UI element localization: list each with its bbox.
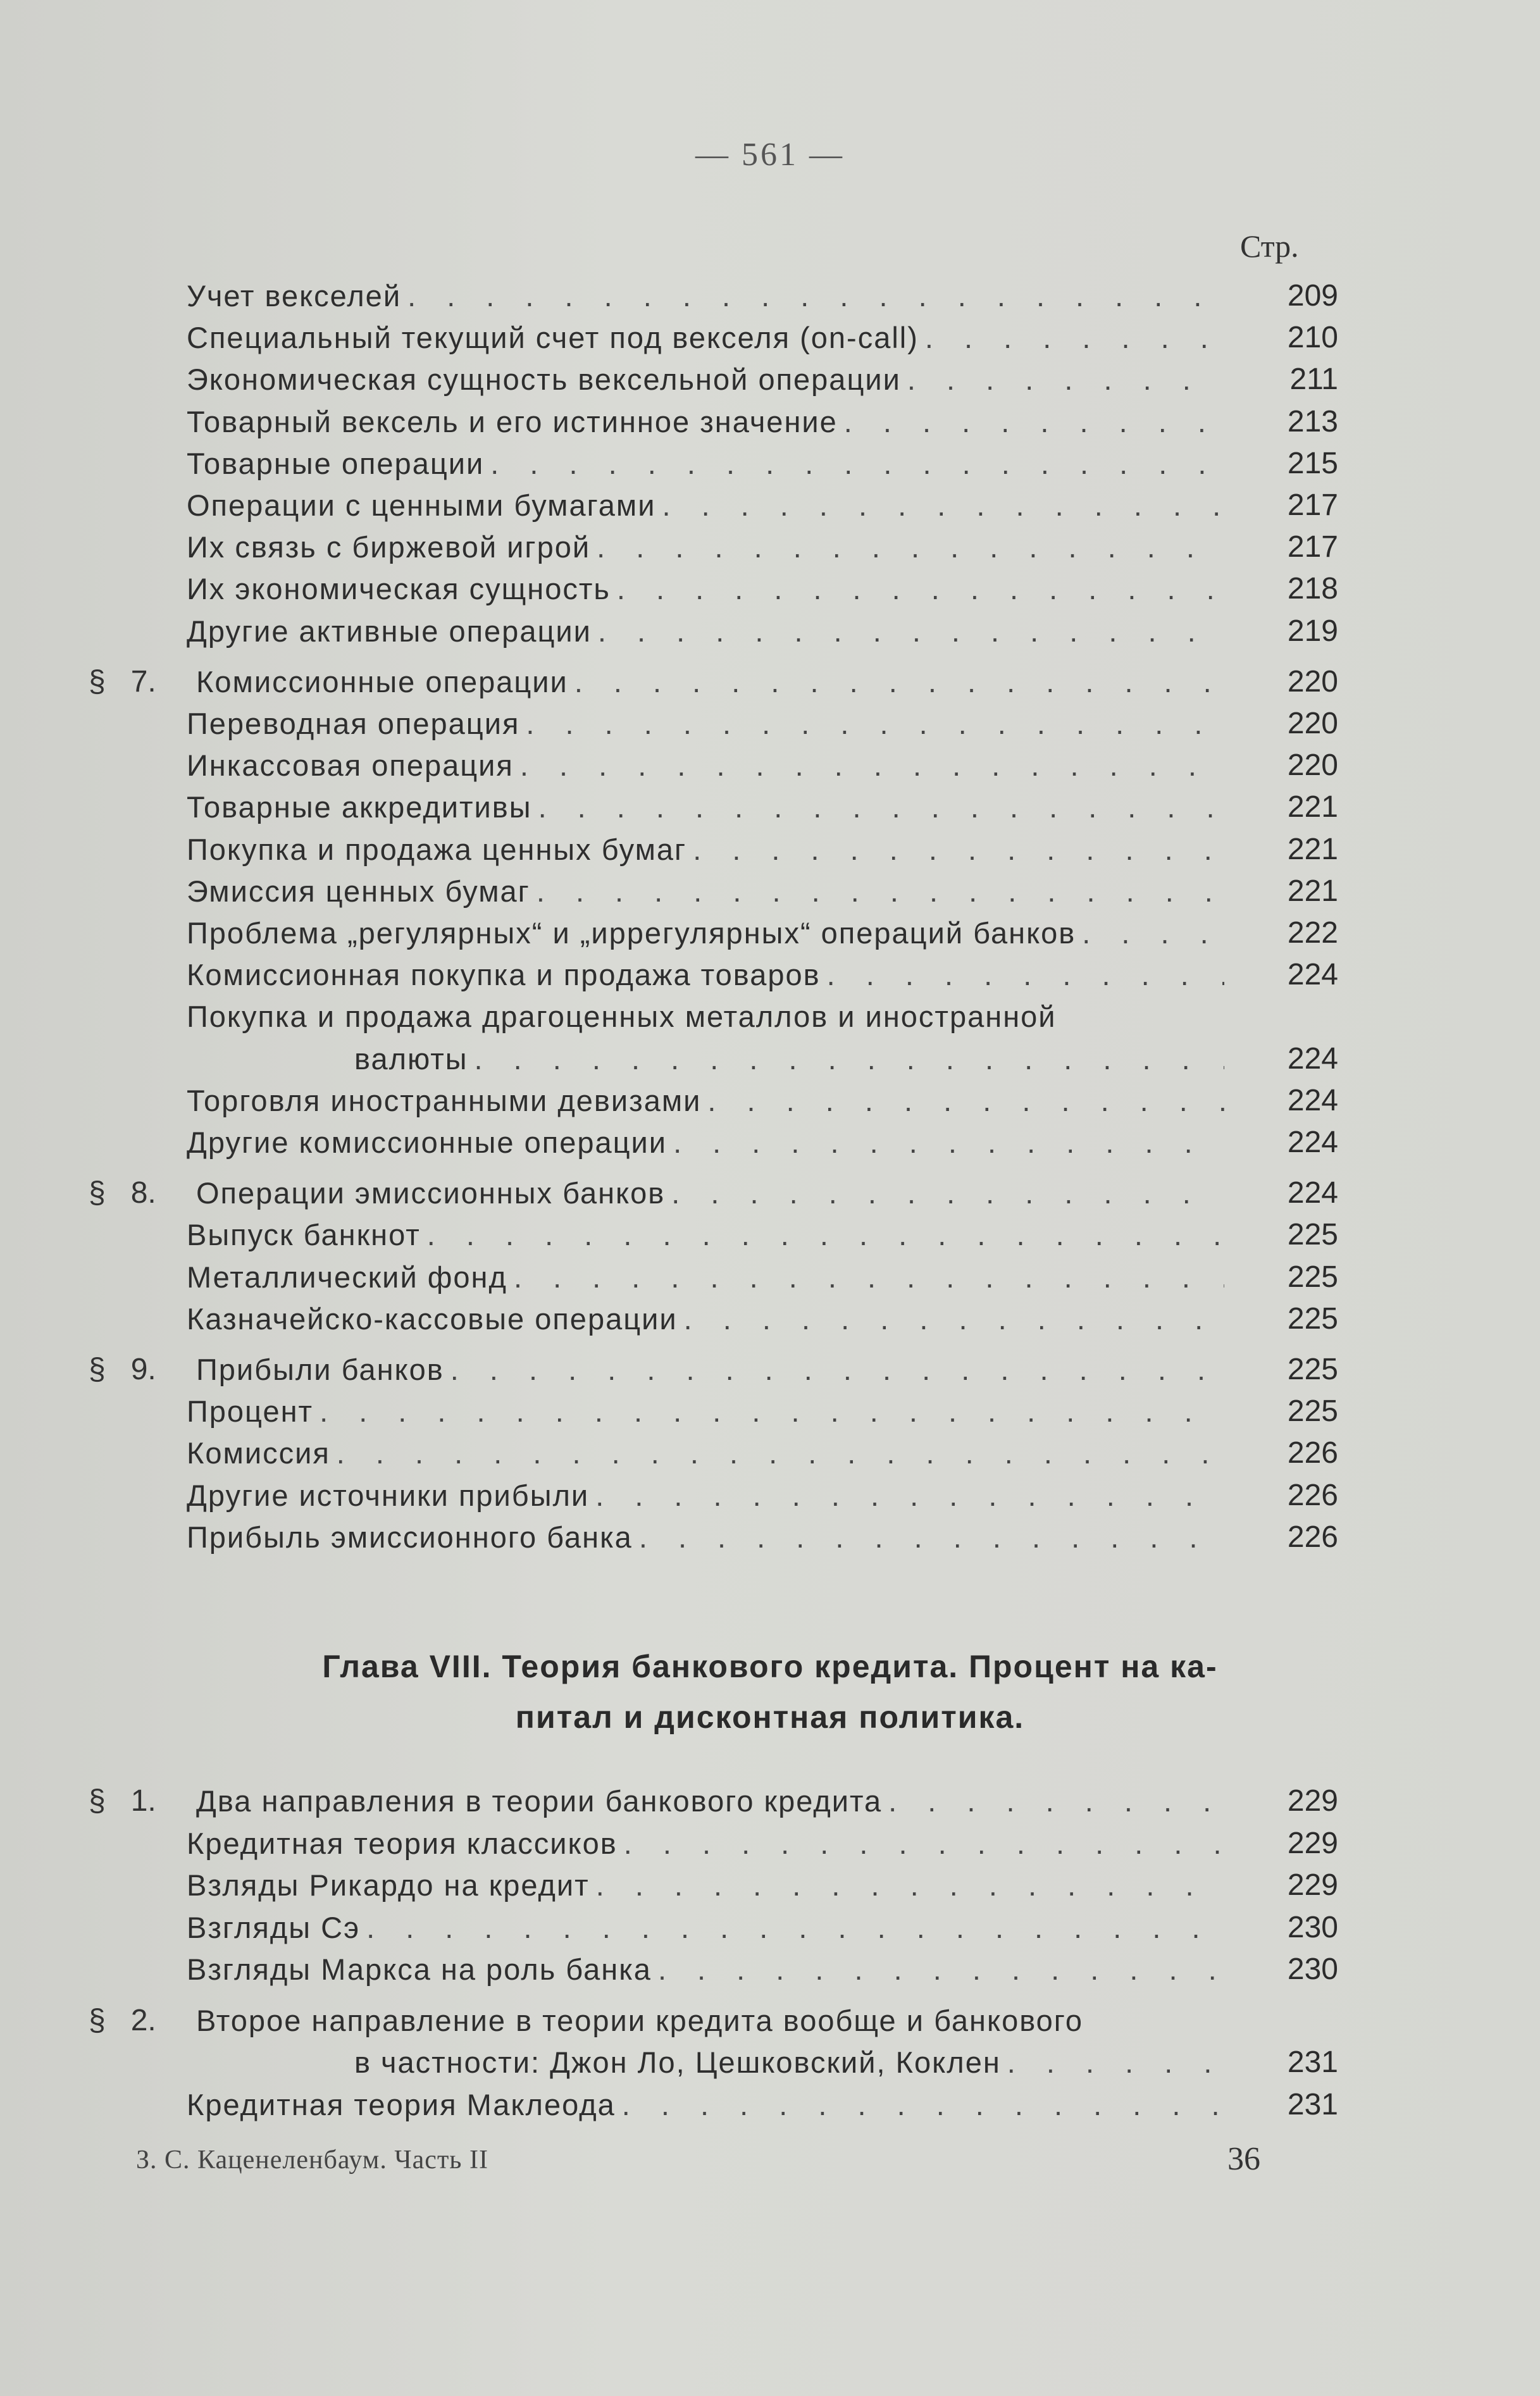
toc-page-number: 209 bbox=[1287, 279, 1338, 313]
toc-page-number: 222 bbox=[1287, 916, 1338, 950]
toc-page-number: 218 bbox=[1287, 572, 1338, 606]
leader-dots bbox=[844, 402, 1224, 442]
section-marker bbox=[89, 662, 177, 702]
toc-entry-title: Выпуск банкнот bbox=[187, 1218, 421, 1252]
toc-page-number: 225 bbox=[1287, 1260, 1338, 1294]
leader-dots bbox=[925, 318, 1224, 358]
leader-dots bbox=[673, 1122, 1224, 1163]
toc-page-number: 221 bbox=[1287, 832, 1338, 866]
toc-row bbox=[187, 1433, 1224, 1474]
leader-dots bbox=[1082, 913, 1224, 953]
toc-page-number: 217 bbox=[1287, 488, 1338, 522]
toc-page-number: 210 bbox=[1287, 321, 1338, 355]
toc-entry-title: Торговля иностранными девизами bbox=[187, 1083, 702, 1117]
toc-row bbox=[187, 787, 1224, 828]
toc-entry-title: Другие источники прибыли bbox=[187, 1478, 590, 1512]
toc-entry-title: Инкассовая операция bbox=[187, 748, 514, 783]
toc-page-number: 221 bbox=[1287, 790, 1338, 824]
toc-entry-title: Взгляды Сэ bbox=[187, 1910, 361, 1944]
toc-entry-title: Товарные операции bbox=[187, 446, 485, 480]
toc-entry-title: Комиссионные операции bbox=[196, 664, 568, 698]
leader-dots bbox=[407, 276, 1224, 316]
toc-row bbox=[187, 704, 1224, 744]
toc-page-number: 229 bbox=[1287, 1868, 1338, 1902]
toc-entry-title: Металлический фонд bbox=[187, 1260, 507, 1294]
leader-dots bbox=[622, 2085, 1224, 2125]
leader-dots bbox=[597, 527, 1224, 568]
toc-entry-title: Эмиссия ценных бумаг bbox=[187, 874, 530, 908]
toc-page-number: 226 bbox=[1287, 1478, 1338, 1512]
footer-author: З. С. Каценеленбаум. Часть II bbox=[136, 2145, 488, 2175]
toc-entry-title: Взляды Рикардо на кредит bbox=[187, 1868, 590, 1902]
toc-row bbox=[187, 2085, 1224, 2125]
leader-dots bbox=[693, 829, 1224, 870]
toc-row-continuation bbox=[354, 1039, 1224, 1079]
toc-page-number: 224 bbox=[1287, 958, 1338, 992]
toc-entry-title: Другие активные операции bbox=[187, 614, 592, 648]
toc-entry-title: Комиссионная покупка и продажа товаров bbox=[187, 958, 821, 992]
toc-row bbox=[187, 527, 1224, 568]
toc-entry-title: Переводная операция bbox=[187, 707, 520, 740]
toc-page-number: 224 bbox=[1287, 1176, 1338, 1210]
leader-dots bbox=[658, 1949, 1224, 1990]
toc-entry-title: Учет векселей bbox=[187, 279, 402, 313]
toc-page-number: 225 bbox=[1287, 1394, 1338, 1429]
section-number: 1. bbox=[130, 1784, 156, 1818]
leader-dots bbox=[596, 1865, 1224, 1906]
section-symbol: § bbox=[89, 664, 106, 698]
leader-dots bbox=[366, 1908, 1224, 1948]
toc-entry-title: Второе направление в теории кредита вообще и банкового bbox=[196, 2003, 1084, 2037]
toc-row bbox=[187, 829, 1224, 870]
toc-entry-title: Операции с ценными бумагами bbox=[187, 488, 656, 522]
leader-dots bbox=[574, 662, 1224, 702]
toc-page-number: 213 bbox=[1287, 404, 1338, 438]
toc-page-number: 225 bbox=[1287, 1218, 1338, 1252]
section-marker bbox=[89, 1781, 177, 1822]
toc-page-number: 226 bbox=[1287, 1520, 1338, 1554]
toc-row bbox=[187, 871, 1224, 912]
toc-page-number: 221 bbox=[1287, 874, 1338, 908]
toc-entry-title: Казначейско-кассовые операции bbox=[187, 1301, 678, 1336]
section-symbol: § bbox=[89, 1176, 106, 1210]
leader-dots bbox=[490, 444, 1224, 484]
toc-page-number: 230 bbox=[1287, 1910, 1338, 1944]
toc-row bbox=[187, 1823, 1224, 1864]
toc-entry-title: Другие комиссионные операции bbox=[187, 1126, 668, 1159]
toc-row bbox=[187, 913, 1224, 953]
leader-dots bbox=[1007, 2042, 1224, 2083]
toc-page-number: 231 bbox=[1287, 2045, 1338, 2079]
toc-entry-title: Прибыль эмиссионного банка bbox=[187, 1520, 633, 1554]
toc-entry-title: Операции эмиссионных банков bbox=[196, 1176, 666, 1210]
section-symbol: § bbox=[89, 1353, 106, 1386]
toc-row bbox=[187, 402, 1224, 442]
leader-dots bbox=[337, 1433, 1224, 1474]
toc-row bbox=[187, 1517, 1224, 1558]
leader-dots bbox=[888, 1781, 1224, 1822]
section-marker bbox=[89, 1350, 177, 1390]
section-symbol: § bbox=[89, 2003, 106, 2037]
toc-entry-title: Прибыли банков bbox=[196, 1353, 444, 1386]
leader-dots bbox=[320, 1391, 1224, 1432]
toc-row bbox=[187, 1908, 1224, 1948]
toc-entry-title: Покупка и продажа драгоценных металлов и иностранной bbox=[187, 1000, 1057, 1034]
toc-row bbox=[187, 276, 1224, 316]
section-marker bbox=[89, 2001, 177, 2041]
toc-row bbox=[187, 318, 1224, 358]
section-number: 9. bbox=[130, 1353, 156, 1386]
toc-section-row bbox=[196, 1350, 1224, 1390]
section-number: 8. bbox=[130, 1176, 156, 1210]
toc-entry-title: Два направления в теории банкового кредита bbox=[196, 1784, 883, 1818]
leader-dots bbox=[684, 1299, 1224, 1339]
leader-dots bbox=[671, 1173, 1224, 1214]
leader-dots bbox=[707, 1081, 1224, 1121]
toc-page-number: 225 bbox=[1287, 1353, 1338, 1386]
toc-row bbox=[187, 569, 1224, 609]
page-column-label: Стр. bbox=[1240, 228, 1299, 264]
leader-dots bbox=[907, 359, 1224, 400]
section-number: 2. bbox=[130, 2003, 156, 2037]
leader-dots bbox=[827, 955, 1224, 995]
leader-dots bbox=[595, 1475, 1224, 1516]
leader-dots bbox=[537, 871, 1224, 912]
toc-section-row bbox=[196, 1781, 1224, 1822]
leader-dots bbox=[520, 745, 1224, 786]
toc-row bbox=[187, 1865, 1224, 1906]
section-marker bbox=[89, 1173, 177, 1214]
toc-entry-title: Покупка и продажа ценных бумаг bbox=[187, 832, 687, 866]
section-symbol: § bbox=[89, 1784, 106, 1818]
toc-row bbox=[187, 1949, 1224, 1990]
toc-entry-title: Экономическая сущность вексельной операции bbox=[187, 363, 901, 397]
toc-row bbox=[187, 1299, 1224, 1339]
toc-row-continuation bbox=[354, 2042, 1224, 2083]
toc-page-number: 224 bbox=[1287, 1083, 1338, 1117]
toc-row bbox=[187, 1391, 1224, 1432]
toc-page-number: 231 bbox=[1287, 2087, 1338, 2121]
toc-row bbox=[187, 1122, 1224, 1163]
toc-page-number: 220 bbox=[1287, 707, 1338, 740]
toc-entry-title: Их связь с биржевой игрой bbox=[187, 530, 591, 564]
toc-page-number: 220 bbox=[1287, 748, 1338, 783]
toc-page-number: 224 bbox=[1287, 1041, 1338, 1076]
leader-dots bbox=[639, 1517, 1224, 1558]
toc-row bbox=[187, 745, 1224, 786]
toc-row bbox=[187, 1215, 1224, 1255]
toc-page-number: 220 bbox=[1287, 664, 1338, 698]
chapter-title-line-2: питал и дисконтная политика. bbox=[515, 1699, 1025, 1735]
toc-page-number: 224 bbox=[1287, 1126, 1338, 1159]
toc-row bbox=[187, 485, 1224, 526]
toc-row bbox=[187, 996, 1224, 1037]
toc-entry-continuation: в частности: Джон Ло, Цешковский, Коклен bbox=[354, 2045, 1001, 2079]
toc-entry-title: Их экономическая сущность bbox=[187, 572, 611, 606]
leader-dots bbox=[450, 1350, 1224, 1390]
toc-row bbox=[187, 444, 1224, 484]
toc-entry-continuation: валюты bbox=[354, 1041, 468, 1076]
section-number: 7. bbox=[130, 664, 156, 698]
leader-dots bbox=[475, 1039, 1224, 1079]
toc-section-row bbox=[196, 662, 1224, 702]
leader-dots bbox=[427, 1215, 1224, 1255]
toc-entry-title: Кредитная теория Маклеода bbox=[187, 2087, 616, 2121]
page-number: — 561 — bbox=[695, 137, 845, 173]
leader-dots bbox=[598, 611, 1224, 652]
toc-page-number: 225 bbox=[1287, 1301, 1338, 1336]
toc-page-number: 217 bbox=[1287, 530, 1338, 564]
toc-row bbox=[187, 611, 1224, 652]
toc-entry-title: Проблема „регулярных“ и „иррегулярных“ операций банков bbox=[187, 916, 1076, 950]
leader-dots bbox=[662, 485, 1224, 526]
toc-entry-title: Кредитная теория классиков bbox=[187, 1826, 618, 1860]
toc-entry-title: Товарные аккредитивы bbox=[187, 790, 532, 824]
toc-row bbox=[187, 955, 1224, 995]
toc-section-row bbox=[196, 1173, 1224, 1214]
toc-page-number: 226 bbox=[1287, 1436, 1338, 1470]
leader-dots bbox=[526, 704, 1224, 744]
toc-page-number: 219 bbox=[1287, 614, 1338, 648]
toc-row bbox=[187, 1257, 1224, 1298]
toc-page-number: 215 bbox=[1287, 446, 1338, 480]
toc-row bbox=[187, 1081, 1224, 1121]
toc-row bbox=[187, 359, 1224, 400]
toc-entry-title: Комиссия bbox=[187, 1436, 330, 1470]
toc-entry-title: Товарный вексель и его истинное значение bbox=[187, 404, 838, 438]
toc-page-number: 229 bbox=[1287, 1784, 1338, 1818]
toc-entry-title: Специальный текущий счет под векселя (on-call) bbox=[187, 321, 919, 355]
toc-page-number: 230 bbox=[1287, 1952, 1338, 1986]
leader-dots bbox=[514, 1257, 1224, 1298]
toc-page-number: 229 bbox=[1287, 1826, 1338, 1860]
toc-row bbox=[187, 1475, 1224, 1516]
chapter-title-line-1: Глава VIII. Теория банкового кредита. Процент на ка- bbox=[322, 1649, 1218, 1684]
leader-dots bbox=[624, 1823, 1224, 1864]
toc-section-row bbox=[196, 2001, 1224, 2041]
toc-page-number: 211 bbox=[1289, 363, 1338, 397]
footer-signature: 36 bbox=[1227, 2141, 1260, 2177]
toc-entry-title: Процент bbox=[187, 1394, 314, 1429]
toc-entry-title: Взгляды Маркса на роль банка bbox=[187, 1952, 652, 1986]
leader-dots bbox=[617, 569, 1224, 609]
leader-dots bbox=[538, 787, 1224, 828]
